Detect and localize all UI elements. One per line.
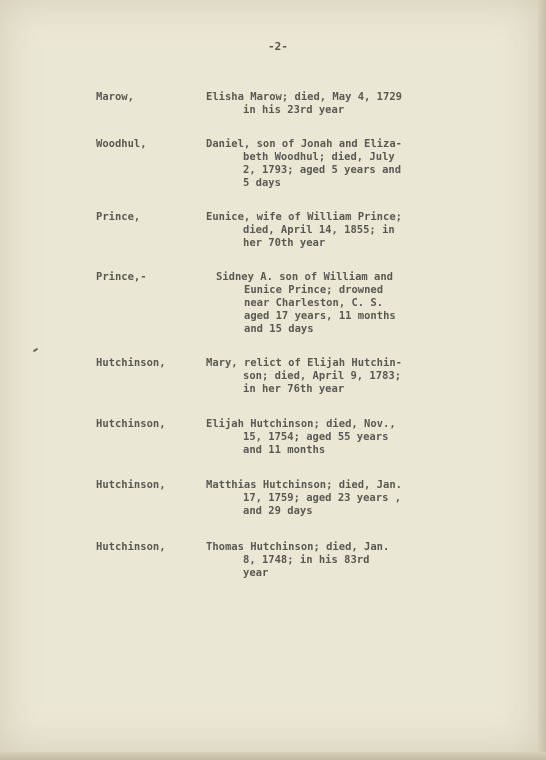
entry-surname: Hutchinson, [96, 541, 166, 553]
entry-description [206, 138, 451, 190]
entry-description [206, 541, 451, 580]
entry-description [206, 91, 451, 117]
entry-description [206, 211, 451, 250]
entry-line: aged 17 years, 11 months [244, 310, 396, 322]
entry-line: Thomas Hutchinson; died, Jan. [206, 541, 390, 553]
entry-line: Daniel, son of Jonah and Eliza- [206, 138, 402, 150]
entry-surname: Hutchinson, [96, 479, 166, 491]
entry-surname: Woodhul, [96, 138, 147, 150]
entry-line: 15, 1754; aged 55 years [243, 431, 389, 443]
entry-line: Sidney A. son of William and [216, 271, 394, 283]
entry-line: Matthias Hutchinson; died, Jan. [206, 479, 402, 491]
pencil-mark [33, 348, 38, 353]
page-number: -2- [268, 40, 288, 53]
entry-surname: Marow, [96, 91, 134, 103]
entry-description [206, 357, 451, 396]
entry-line: Mary, relict of Elijah Hutchin- [206, 357, 402, 369]
page-edge-right [538, 0, 546, 760]
entry-line: died, April 14, 1855; in [243, 224, 395, 236]
entry-line: and 11 months [243, 444, 326, 456]
entry-line: year [243, 567, 269, 579]
entry-line: beth Woodhul; died, July [243, 151, 395, 163]
entry-line: son; died, April 9, 1783; [243, 370, 402, 382]
entry-line: in his 23rd year [243, 104, 345, 116]
entry-surname: Prince, [96, 211, 141, 223]
entry-line: her 70th year [243, 237, 326, 249]
entry-line: near Charleston, C. S. [244, 297, 384, 309]
entry-surname: Hutchinson, [96, 418, 166, 430]
entry-line: and 29 days [243, 505, 313, 517]
entry-surname: Prince,- [96, 271, 147, 283]
entry-line: Eunice, wife of William Prince; [206, 211, 402, 223]
entry-line: 5 days [243, 177, 281, 189]
entry-surname: Hutchinson, [96, 357, 166, 369]
entry-description [216, 271, 461, 336]
entry-description [206, 418, 451, 457]
entry-line: Elijah Hutchinson; died, Nov., [206, 418, 396, 430]
entry-line: and 15 days [244, 323, 314, 335]
entry-line: 17, 1759; aged 23 years , [243, 492, 402, 504]
entry-line: 8, 1748; in his 83rd [243, 554, 370, 566]
entry-line: in her 76th year [243, 383, 345, 395]
page-edge-bottom [0, 752, 546, 760]
entry-line: Elisha Marow; died, May 4, 1729 [206, 91, 402, 103]
entry-description [206, 479, 451, 518]
entry-line: Eunice Prince; drowned [244, 284, 384, 296]
entry-line: 2, 1793; aged 5 years and [243, 164, 402, 176]
